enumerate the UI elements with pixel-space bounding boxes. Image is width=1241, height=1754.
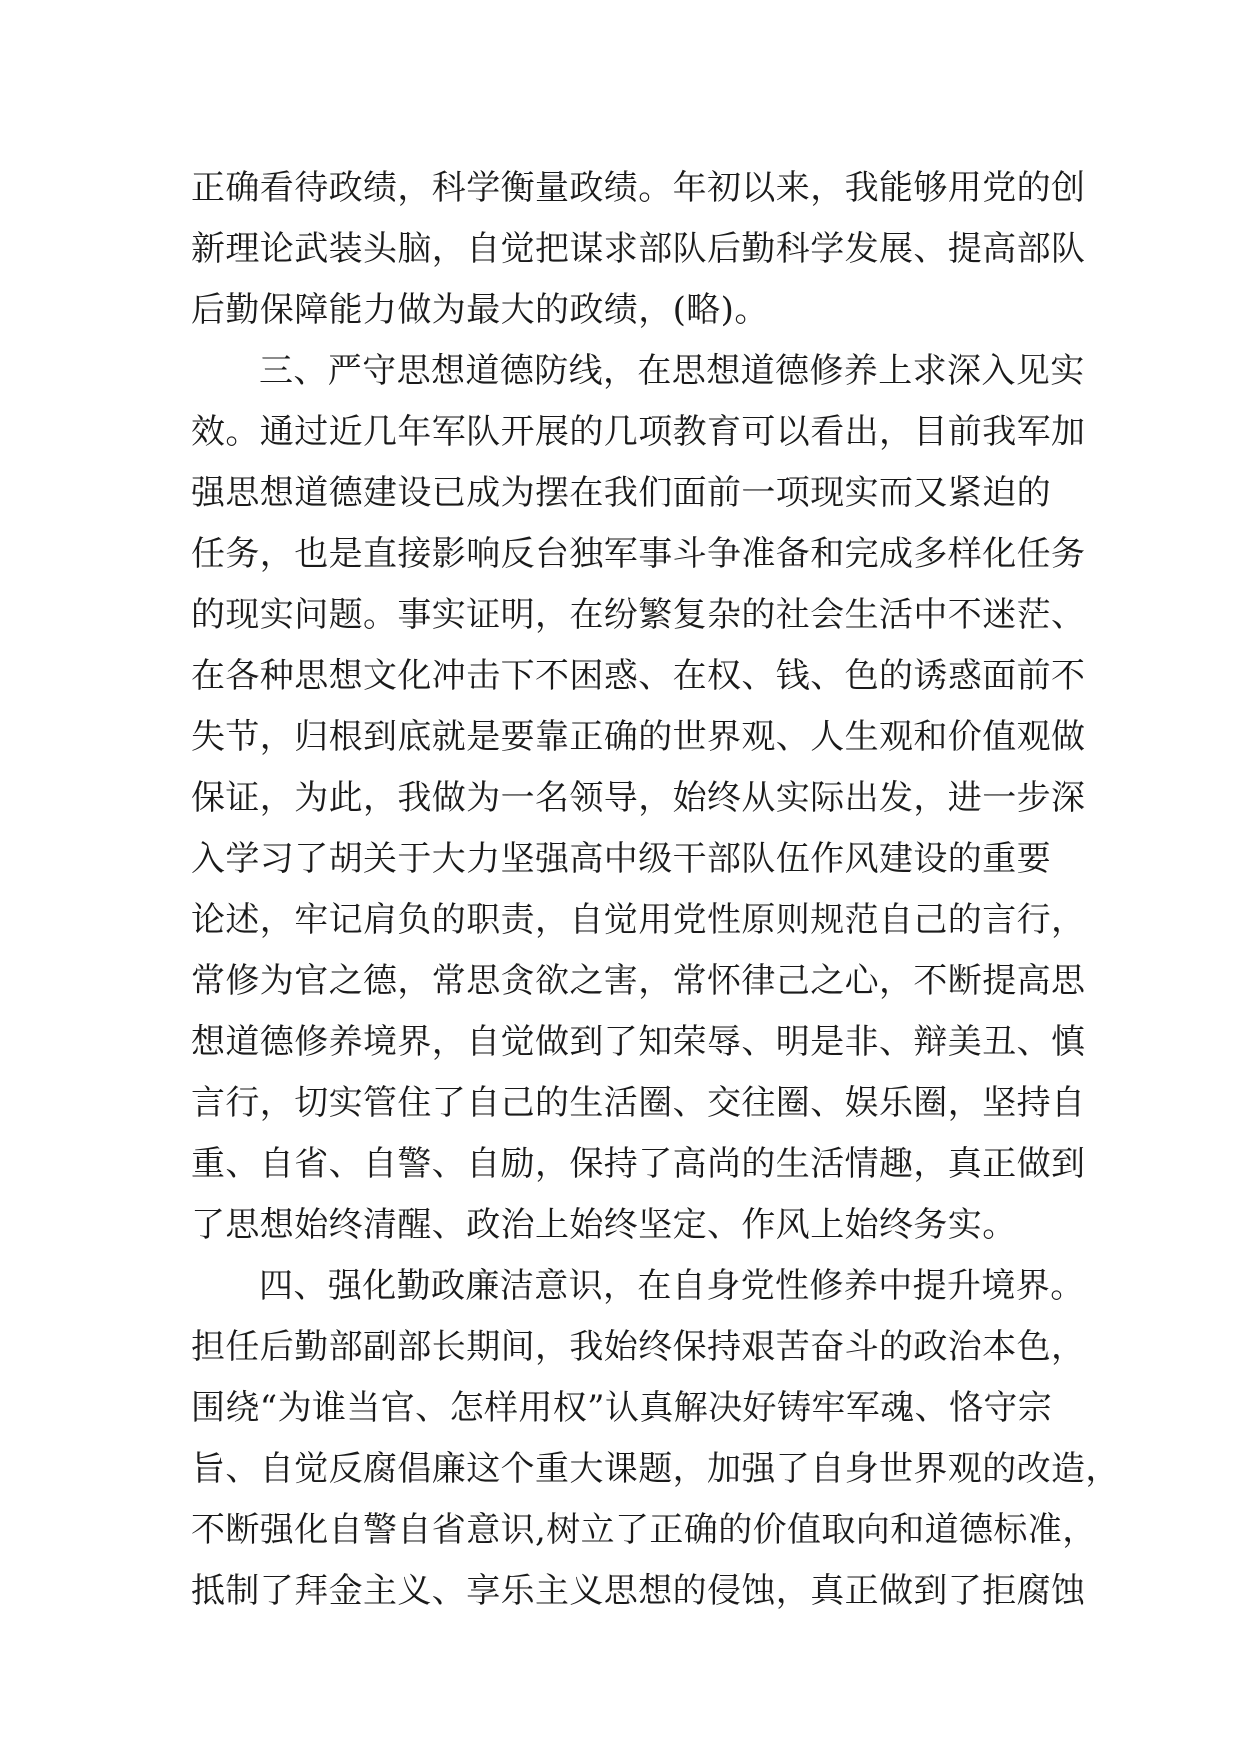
text-line: 担任后勤部副部长期间，我始终保持艰苦奋斗的政治本色，: [191, 1327, 1086, 1367]
text-line: 强思想道德建设已成为摆在我们面前一项现实而又紧迫的: [191, 473, 1051, 513]
text-line: 重、自省、自警、自励，保持了高尚的生活情趣，真正做到: [191, 1144, 1086, 1184]
text-line: 的现实问题。事实证明，在纷繁复杂的社会生活中不迷茫、: [191, 595, 1086, 635]
text-line: 想道德修养境界，自觉做到了知荣辱、明是非、辩美丑、慎: [191, 1022, 1086, 1062]
text-line: 旨、自觉反腐倡廉这个重大课题，加强了自身世界观的改造，: [191, 1449, 1120, 1489]
text-line: 三、严守思想道德防线，在思想道德修养上求深入见实: [259, 351, 1085, 391]
text-line: 不断强化自警自省意识,树立了正确的价值取向和道德标准，: [191, 1510, 1097, 1550]
text-line: 常修为官之德，常思贪欲之害，常怀律己之心，不断提高思: [191, 961, 1086, 1001]
paragraph-1: [191, 158, 1086, 341]
text-line: 任务，也是直接影响反台独军事斗争准备和完成多样化任务: [191, 534, 1086, 574]
text-line: 失节，归根到底就是要靠正确的世界观、人生观和价值观做: [191, 717, 1086, 757]
text-line: 四、强化勤政廉洁意识，在自身党性修养中提升境界。: [259, 1266, 1085, 1306]
text-line: 入学习了胡关于大力坚强高中级干部队伍作风建设的重要: [191, 839, 1051, 879]
text-line: 论述，牢记肩负的职责，自觉用党性原则规范自己的言行，: [191, 900, 1086, 940]
text-line: 了思想始终清醒、政治上始终坚定、作风上始终务实。: [191, 1205, 1017, 1245]
text-line: 效。通过近几年军队开展的几项教育可以看出，目前我军加: [191, 412, 1086, 452]
paragraph-2: [191, 341, 1086, 1256]
document-body: [191, 158, 1120, 1622]
text-line: 新理论武装头脑，自觉把谋求部队后勤科学发展、提高部队: [191, 229, 1086, 269]
text-line: 言行，切实管住了自己的生活圈、交往圈、娱乐圈，坚持自: [191, 1083, 1086, 1123]
text-line: 围绕“为谁当官、怎样用权”认真解决好铸牢军魂、恪守宗: [191, 1388, 1053, 1428]
text-line: 抵制了拜金主义、享乐主义思想的侵蚀，真正做到了拒腐蚀: [191, 1571, 1086, 1611]
text-line: 正确看待政绩，科学衡量政绩。年初以来，我能够用党的创: [191, 168, 1086, 208]
text-line: 保证，为此，我做为一名领导，始终从实际出发，进一步深: [191, 778, 1086, 818]
text-line: 后勤保障能力做为最大的政绩，(略)。: [191, 290, 769, 330]
paragraph-3: [191, 1256, 1120, 1622]
text-line: 在各种思想文化冲击下不困惑、在权、钱、色的诱惑面前不: [191, 656, 1086, 696]
